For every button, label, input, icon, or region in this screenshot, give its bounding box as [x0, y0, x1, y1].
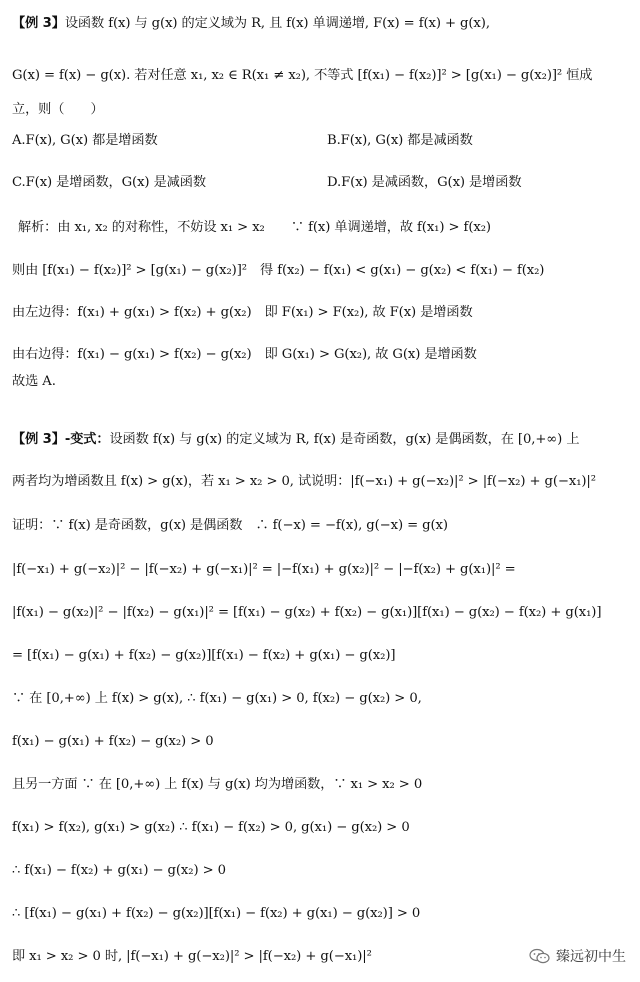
ex2-proof-10: ∴ [f(x₁) − g(x₁) + f(x₂) − g(x₂)][f(x₁) − f(x₂) + g(x₁) − g(x₂)] > 0: [12, 906, 421, 921]
ex2-line-1: [12, 430, 632, 450]
option-d: D.F(x) 是减函数，G(x) 是增函数: [327, 175, 522, 190]
watermark-text: 臻远初中生: [556, 949, 626, 965]
ex1-options-row-2: [12, 173, 632, 193]
ex1-tag: 【例 3】: [12, 16, 65, 31]
option-a: A.F(x), G(x) 都是增函数: [12, 133, 158, 148]
ex2-proof-6: f(x₁) − g(x₁) + f(x₂) − g(x₂) > 0: [12, 734, 214, 749]
ex2-stem-1: 设函数 f(x) 与 g(x) 的定义域为 R, f(x) 是奇函数，g(x) 是偶函数，在 [0,+∞) 上: [109, 432, 580, 447]
ex2-proof-2: |f(−x₁) + g(−x₂)|² − |f(−x₂) + g(−x₁)|² = |−f(x₁) + g(x₂)|² − |−f(x₂) + g(x₁)|² =: [12, 562, 516, 577]
ex1-solution-4: 由右边得：f(x₁) − g(x₁) > f(x₂) − g(x₂) 即 G(x₁) > G(x₂), 故 G(x) 是增函数: [12, 347, 477, 362]
ex1-solution-1: 解析：由 x₁, x₂ 的对称性，不妨设 x₁ > x₂ ∵ f(x) 单调递增，故 f(x₁) > f(x₂): [18, 220, 491, 235]
ex1-solution-3: 由左边得：f(x₁) + g(x₁) > f(x₂) + g(x₂) 即 F(x₁) > F(x₂), 故 F(x) 是增函数: [12, 305, 473, 320]
ex2-tag: 【例 3】-变式：: [12, 432, 110, 447]
option-c: C.F(x) 是增函数，G(x) 是减函数: [12, 175, 206, 190]
wechat-icon: [529, 948, 551, 964]
ex1-stem-1: 设函数 f(x) 与 g(x) 的定义域为 R, 且 f(x) 单调递增, F(x) = f(x) + g(x),: [64, 16, 490, 31]
watermark: [529, 946, 626, 966]
option-b: B.F(x), G(x) 都是减函数: [327, 133, 473, 148]
ex2-proof-1: 证明：∵ f(x) 是奇函数，g(x) 是偶函数 ∴ f(−x) = −f(x), g(−x) = g(x): [12, 518, 448, 533]
ex2-proof-4: = [f(x₁) − g(x₁) + f(x₂) − g(x₂)][f(x₁) − f(x₂) + g(x₁) − g(x₂)]: [12, 648, 396, 663]
ex1-line-1: [12, 14, 632, 34]
ex1-stem-3: 立，则（ ）: [12, 102, 104, 117]
ex2-proof-7: 且另一方面 ∵ 在 [0,+∞) 上 f(x) 与 g(x) 均为增函数，∵ x₁ > x₂ > 0: [12, 777, 423, 792]
ex2-proof-11: 即 x₁ > x₂ > 0 时, |f(−x₁) + g(−x₂)|² > |f(−x₂) + g(−x₁)|²: [12, 949, 372, 964]
ex1-solution-2: 则由 [f(x₁) − f(x₂)]² > [g(x₁) − g(x₂)]² 得 f(x₂) − f(x₁) < g(x₁) − g(x₂) < f(x₁) − f(x₂): [12, 263, 545, 278]
ex2-stem-2: 两者均为增函数且 f(x) > g(x)，若 x₁ > x₂ > 0, 试说明：|f(−x₁) + g(−x₂)|² > |f(−x₂) + g(−x₁)|²: [12, 474, 596, 489]
ex2-proof-5: ∵ 在 [0,+∞) 上 f(x) > g(x), ∴ f(x₁) − g(x₁) > 0, f(x₂) − g(x₂) > 0,: [12, 691, 422, 706]
ex2-proof-9: ∴ f(x₁) − f(x₂) + g(x₁) − g(x₂) > 0: [12, 863, 226, 878]
ex2-proof-3: |f(x₁) − g(x₂)|² − |f(x₂) − g(x₁)|² = [f(x₁) − g(x₂) + f(x₂) − g(x₁)][f(x₁) − g(x₂) − f(x₂) + g(x₁)]: [12, 605, 602, 620]
ex1-stem-2: G(x) = f(x) − g(x). 若对任意 x₁, x₂ ∈ R(x₁ ≠ x₂), 不等式 [f(x₁) − f(x₂)]² > [g(x₁) − g(x₂)]² 恒成: [12, 68, 593, 83]
ex1-solution-5: 故选 A.: [12, 374, 56, 389]
ex1-options-row-1: [12, 131, 632, 151]
ex2-proof-8: f(x₁) > f(x₂), g(x₁) > g(x₂) ∴ f(x₁) − f(x₂) > 0, g(x₁) − g(x₂) > 0: [12, 820, 410, 835]
